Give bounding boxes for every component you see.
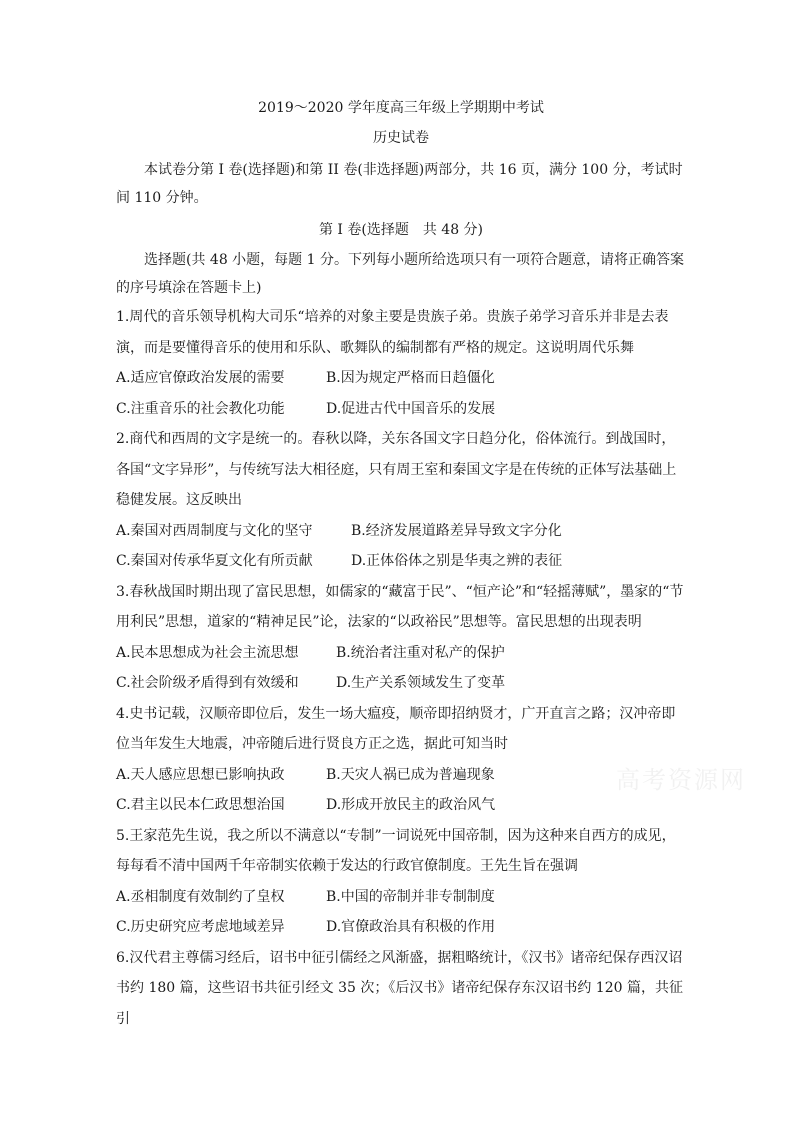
page-content: [116, 98, 686, 1034]
question-2: [116, 424, 686, 577]
option-d: D.正体俗体之别是华夷之辨的表征: [351, 553, 563, 569]
option-c: C.社会阶级矛盾得到有效缓和: [116, 675, 299, 691]
option-a: A.秦国对西周制度与文化的坚守: [116, 522, 313, 539]
question-stem: 1.周代的音乐领导机构大司乐“培养的对象主要是贵族子弟。贵族子弟学习音乐并非是去表演，而是要懂得音乐的使用和乐队、歌舞队的编制都有严格的规定。这说明周代乐舞: [116, 309, 669, 356]
question-3: [116, 577, 686, 699]
option-c: C.君主以民本仁政思想治国: [116, 797, 285, 813]
section-instructions: 选择题(共 48 小题，每题 1 分。下列每小题所给选项只有一项符合题意，请将正确答案的序号填涂在答题卡上): [116, 252, 684, 296]
option-row: [116, 394, 686, 425]
question-1: [116, 302, 686, 424]
option-c: C.历史研究应考虑地域差异: [116, 919, 285, 935]
exam-title: 2019～2020 学年度高三年级上学期期中考试: [258, 100, 544, 116]
option-row: [116, 638, 686, 669]
option-row: [116, 516, 686, 547]
question-4: [116, 699, 686, 821]
question-stem: 3.春秋战国时期出现了富民思想，如儒家的“藏富于民”、“恒产论”和“轻摇薄赋”，墨家的“节用利民”思想，道家的“精神足民”论，法家的“以政裕民”思想等。富民思想的出现表明: [116, 583, 684, 630]
question-stem: 6.汉代君主尊儒习经后，诏书中征引儒经之风渐盛，据粗略统计，《汉书》诸帝纪保存西汉诏书约 180 篇，这些诏书共征引经文 35 次；《后汉书》诸帝纪保存东汉诏书约 120 篇，共征引: [116, 949, 683, 1027]
option-row: [116, 760, 686, 791]
section-heading: 第 I 卷(选择题 共 48 分): [318, 222, 484, 238]
question-stem: 4.史书记载，汉顺帝即位后，发生一场大瘟疫，顺帝即招纳贤才，广开直言之路；汉冲帝即位当年发生大地震，冲帝随后进行贤良方正之选，据此可知当时: [116, 705, 676, 752]
option-a: A.丞相制度有效制约了皇权: [116, 888, 285, 905]
option-row: [116, 882, 686, 913]
option-b: B.经济发展道路差异导致文字分化: [351, 522, 562, 539]
question-6: [116, 943, 686, 1035]
exam-intro: 本试卷分第 I 卷(选择题)和第 II 卷(非选择题)两部分，共 16 页，满分 100 分，考试时间 110 分钟。: [116, 162, 683, 206]
option-row: [116, 790, 686, 821]
option-row: [116, 912, 686, 943]
option-d: D.生产关系领域发生了变革: [336, 675, 506, 691]
option-a: A.天人感应思想已影响执政: [116, 766, 285, 783]
option-row: [116, 363, 686, 394]
option-b: B.中国的帝制并非专制制度: [326, 888, 495, 905]
option-a: A.适应官僚政治发展的需要: [116, 370, 285, 386]
option-d: D.官僚政治具有积极的作用: [326, 919, 496, 935]
option-row: [116, 668, 686, 699]
option-a: A.民本思想成为社会主流思想: [116, 644, 299, 661]
option-d: D.促进古代中国音乐的发展: [326, 400, 496, 417]
option-row: [116, 546, 686, 577]
question-stem: 5.王家范先生说，我之所以不满意以“专制”一词说死中国帝制，因为这种来自西方的成见，每每看不清中国两千年帝制实依赖于发达的行政官僚制度。王先生旨在强调: [116, 827, 676, 874]
question-stem: 2.商代和西周的文字是统一的。春秋以降，关东各国文字日趋分化，俗体流行。到战国时，各国“文字异形”，与传统写法大相径庭，只有周王室和秦国文字是在传统的正体写法基础上稳健发展。这反映出: [116, 431, 677, 508]
option-b: B.因为规定严格而日趋僵化: [326, 370, 495, 386]
option-d: D.形成开放民主的政治风气: [326, 797, 496, 813]
option-c: C.秦国对传承华夏文化有所贡献: [116, 553, 313, 569]
question-5: [116, 821, 686, 943]
option-c: C.注重音乐的社会教化功能: [116, 400, 285, 417]
option-b: B.天灾人祸已成为普遍现象: [326, 766, 495, 783]
option-b: B.统治者注重对私产的保护: [336, 644, 505, 661]
watermark-text: 高考资源网: [616, 766, 746, 794]
exam-subject: 历史试卷: [373, 130, 429, 146]
